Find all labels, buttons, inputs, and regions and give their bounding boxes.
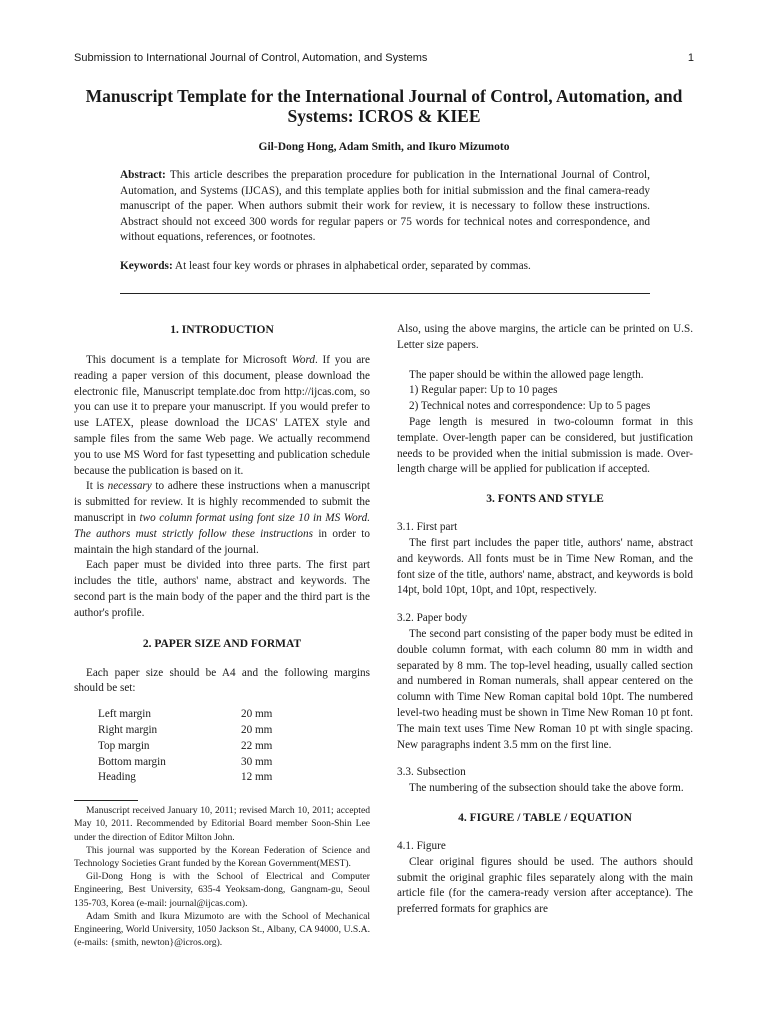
paper-size-paragraph-3: The paper should be within the allowed page length. [409, 368, 644, 381]
margin-value: 30 mm [241, 755, 273, 768]
subsection-heading-figure: 4.1. Figure [397, 839, 446, 852]
figure-paragraph: Clear original figures should be used. The authors should submit the original graphic files separately along with the main article file (for the camera-ready version after acceptance). The preferred formats for graphics are [397, 855, 693, 916]
intro-p2-text-a: It is [86, 480, 108, 493]
margin-value: 20 mm [241, 723, 273, 736]
abstract [120, 168, 650, 246]
table-row [98, 755, 272, 771]
footnote-received: Manuscript received January 10, 2011; revised March 10, 2011; accepted May 10, 2011. Recommended by Editorial Board member Soon-Shin Lee under the direction of Editor Milton John. [74, 805, 370, 843]
footnote-support: This journal was supported by the Korean Federation of Science and Technology Societies Grant funded by the Korean Government(MEST). [74, 844, 370, 869]
margin-value: 20 mm [241, 708, 273, 721]
section-heading-figure: 4. FIGURE / TABLE / EQUATION [458, 811, 632, 824]
margin-label: Left margin [98, 708, 151, 721]
right-column [397, 322, 693, 918]
table-row [98, 707, 272, 723]
running-header [74, 52, 694, 64]
margin-value: 12 mm [241, 771, 273, 784]
page-number: 1 [687, 52, 694, 64]
subsection-heading-paper-body: 3.2. Paper body [397, 612, 468, 625]
paper-size-paragraph-2: Also, using the above margins, the article can be printed on U.S. Letter size papers. [397, 323, 693, 351]
margin-label: Heading [98, 771, 136, 784]
list-item: 1) Regular paper: Up to 10 pages [409, 384, 558, 397]
list-item: 2) Technical notes and correspondence: Up to 5 pages [409, 400, 651, 413]
abstract-divider [120, 293, 650, 294]
running-title: Submission to International Journal of Control, Automation, and Systems [74, 52, 428, 64]
intro-p1-text-b: . If you are reading a paper version of this document, please download the electronic file, Manuscript template.doc from http://ijcas.com, so you can use it to prepare your manuscript. If you would prefer to use LATEX, please download the IJCAS' LATEX style and sample files from the same Web page. We actually recommend you to use MS Word for fast typesetting and publication schedule because the publication is based on it. [74, 354, 370, 477]
intro-p2-text-b: to adhere these instructions when a manuscript is submitted for review. It is highly recommended to submit the manuscript in [74, 480, 370, 524]
intro-p1-word: Word [291, 354, 315, 366]
margin-label: Top margin [98, 739, 150, 752]
intro-p2-necessary: necessary [107, 480, 152, 493]
subsection-heading-subsection: 3.3. Subsection [397, 766, 466, 779]
intro-paragraph-2 [74, 479, 370, 558]
abstract-label: Abstract: [120, 169, 166, 181]
paper-body-paragraph: The second part consisting of the paper body must be edited in double column format, with each column 80 mm in width and separated by 8 mm. The top-level heading, usually called section and numbered in Roman numerals, shall appear centered on the column with Time New Roman capital bold 10pt. The numbered level-two heading must be shown in Time New Roman 10 pt font. The main text uses Time New Roman 10 pt with single spacing. New paragraphs indent 3.5 mm on the first line. [397, 627, 693, 751]
keywords [120, 260, 650, 272]
paper-size-paragraph-1: Each paper size should be A4 and the following margins should be set: [74, 666, 370, 695]
abstract-text: This article describes the preparation procedure for publication in the International Journal of Control, Automation, and Systems (IJCAS), and this template applies both for initial submission and the final camera-ready manuscript of the paper. When authors submit their work for review, it is necessary to follow these instructions. Abstract should not exceed 300 words for regular papers or 75 words for technical notes and correspondence, and without equations, references, or footnotes. [120, 169, 650, 244]
margins-table [98, 707, 272, 786]
author-list: Gil-Dong Hong, Adam Smith, and Ikuro Mizumoto [258, 141, 510, 153]
paper-size-paragraph-4: Page length is mesured in two-coloumn format in this template. Over-length paper can be considered, but justification needs to be provided when the initial submission is made. Over-length charge will be applied for publication if accepted. [397, 415, 693, 476]
intro-paragraph-3: Each paper must be divided into three parts. The first part includes the title, authors' name, abstract and keywords. The second part is the main body of the paper and the third part is the author's profile. [74, 559, 370, 619]
intro-p2-text-c: in order to maintain the high standard of the journal. [74, 527, 370, 556]
footnote-author-1: Gil-Dong Hong is with the School of Electrical and Computer Engineering, Best University, 635-4 Yeoksam-dong, Gangnam-gu, Seoul 135-703, Korea (e-mail: journal@ijcas.com). [74, 871, 370, 909]
section-heading-fonts: 3. FONTS AND STYLE [486, 493, 604, 506]
intro-p2-italic: two column format using font size 10 in MS Word. The authors must strictly follow these instructions [74, 511, 370, 540]
margin-label: Bottom margin [98, 755, 166, 768]
footnote-author-2: Adam Smith and Ikura Mizumoto are with the School of Mechanical Engineering, World University, 1050 Jackson St., Albany, CA 94000, U.S.A. (e-mails: {smith, newton}@icros.org). [74, 910, 370, 949]
table-row [98, 723, 272, 739]
paper-title: Manuscript Template for the International Journal of Control, Automation, and Systems: ICROS & KIEE [85, 86, 683, 126]
section-heading-introduction: 1. INTRODUCTION [170, 324, 274, 336]
first-part-paragraph: The first part includes the paper title, authors' name, abstract and keywords. All fonts must be in Time New Roman, and the font size of the title, authors' name, abstract, and keywords is bold 14pt, bold 10pt, 10pt, and 10pt, respectively. [397, 536, 693, 597]
left-column [74, 322, 370, 949]
subsection-paragraph: The numbering of the subsection should take the above form. [409, 782, 684, 795]
intro-p1-text-a: This document is a template for Microsoft [86, 354, 292, 366]
section-heading-paper-size: 2. PAPER SIZE AND FORMAT [142, 637, 302, 650]
margin-label: Right margin [98, 723, 158, 736]
margin-value: 22 mm [241, 739, 273, 752]
table-row [98, 739, 272, 755]
intro-paragraph-1 [74, 353, 370, 479]
table-row [98, 770, 272, 786]
keywords-text: At least four key words or phrases in alphabetical order, separated by commas. [172, 260, 531, 272]
subsection-heading-first-part: 3.1. First part [397, 521, 458, 534]
keywords-label: Keywords: [120, 260, 173, 272]
